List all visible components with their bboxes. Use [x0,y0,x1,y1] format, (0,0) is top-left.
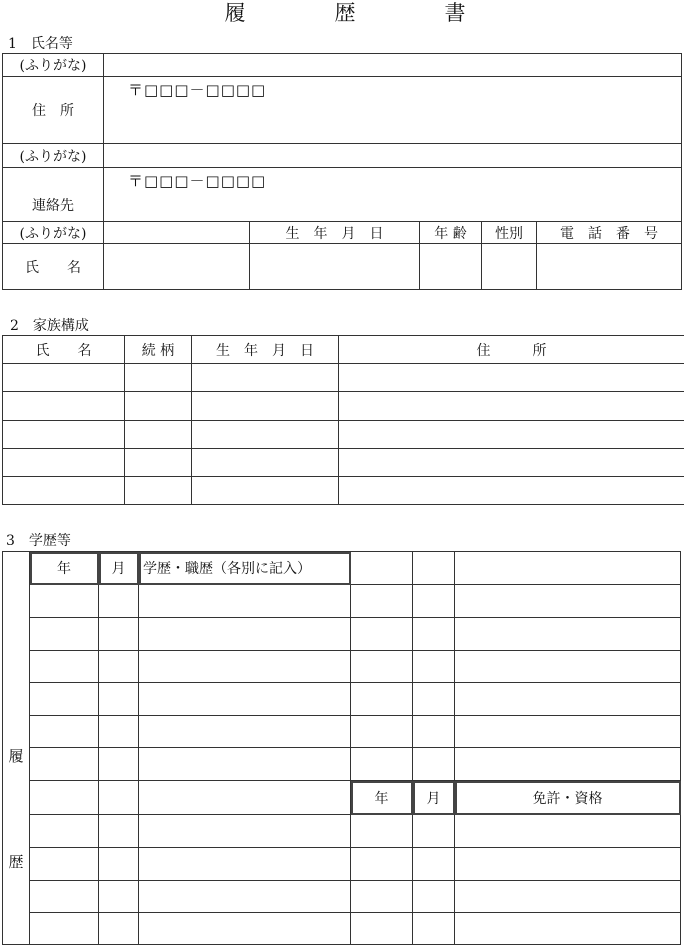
birth-date-header: 生 年 月 日 [250,222,420,244]
history-month-cell[interactable] [99,585,139,618]
family-birth-cell[interactable] [192,392,339,421]
right-year-cell[interactable] [351,618,413,651]
history-content-cell[interactable] [139,748,351,781]
family-birth-cell[interactable] [192,421,339,449]
history-content-cell[interactable] [139,651,351,683]
right-month-cell[interactable] [413,683,455,716]
license-content-cell[interactable] [455,848,681,881]
section2-heading: 2 家族構成 [10,317,89,335]
history-month-cell[interactable] [99,815,139,848]
table-row [3,651,681,683]
history-month-cell[interactable] [99,651,139,683]
license-month-cell[interactable] [413,913,455,945]
family-address-cell[interactable] [339,449,684,477]
history-table [2,551,681,945]
history-month-cell[interactable] [99,781,139,815]
year-header: 年 [30,552,99,585]
relationship-cell[interactable] [125,449,192,477]
license-year-cell[interactable] [351,815,413,848]
license-month-cell[interactable] [413,848,455,881]
table-row [3,618,681,651]
license-content-cell[interactable] [455,881,681,913]
right-content-cell[interactable] [455,552,681,585]
table-row [3,392,684,421]
table-row [3,848,681,881]
contact-field[interactable] [104,168,682,222]
section1-heading: 1 氏名等 [8,35,73,53]
history-content-cell[interactable] [139,881,351,913]
family-name-cell[interactable] [3,364,125,392]
relationship-cell[interactable] [125,477,192,505]
contact-label: 連絡先 [3,168,104,222]
table-row [3,716,681,748]
right-year-cell[interactable] [351,683,413,716]
table-row [3,748,681,781]
license-content-cell[interactable] [455,815,681,848]
address-label: 住 所 [3,77,104,144]
table-row [3,815,681,848]
postal-code-placeholder: 〒□□□－□□□□ [128,170,681,191]
history-month-cell[interactable] [99,913,139,945]
history-content-cell[interactable] [139,781,351,815]
month-header: 月 [99,552,139,585]
license-header: 免許・資格 [455,781,681,815]
right-content-cell[interactable] [455,716,681,748]
history-year-cell[interactable] [30,848,99,881]
history-header: 学歴・職歴（各別に記入） [139,552,351,585]
relationship-header: 続 柄 [125,336,192,364]
contact-furigana-field[interactable] [104,144,682,168]
history-content-cell[interactable] [139,716,351,748]
table-row [3,913,681,945]
family-address-cell[interactable] [339,392,684,421]
history-month-cell[interactable] [99,618,139,651]
page-title: 履 歴 書 [0,0,684,26]
history-month-cell[interactable] [99,881,139,913]
right-content-cell[interactable] [455,651,681,683]
history-year-cell[interactable] [30,683,99,716]
table-row [3,683,681,716]
sex-field[interactable] [482,244,537,290]
name-furigana-field[interactable] [104,222,250,244]
family-name-cell[interactable] [3,421,125,449]
right-year-cell[interactable] [351,748,413,781]
table-row [3,477,684,505]
table-row [3,364,684,392]
family-table [2,335,684,505]
relationship-cell[interactable] [125,364,192,392]
history-content-cell[interactable] [139,815,351,848]
name-label: 氏 名 [3,244,104,290]
license-year-header: 年 [351,781,413,815]
phone-header: 電 話 番 号 [537,222,682,244]
family-name-cell[interactable] [3,449,125,477]
relationship-cell[interactable] [125,392,192,421]
birth-date-field[interactable] [250,244,420,290]
history-content-cell[interactable] [139,848,351,881]
history-year-cell[interactable] [30,781,99,815]
name-field[interactable] [104,244,250,290]
history-year-cell[interactable] [30,585,99,618]
postal-code-placeholder: 〒□□□－□□□□ [128,79,681,100]
right-year-cell[interactable] [351,585,413,618]
family-birth-cell[interactable] [192,449,339,477]
right-content-cell[interactable] [455,618,681,651]
right-month-cell[interactable] [413,716,455,748]
sex-header: 性別 [482,222,537,244]
history-month-cell[interactable] [99,716,139,748]
license-year-cell[interactable] [351,913,413,945]
table-row [3,421,684,449]
right-content-cell[interactable] [455,683,681,716]
right-month-cell[interactable] [413,618,455,651]
history-year-cell[interactable] [30,881,99,913]
history-month-cell[interactable] [99,748,139,781]
history-year-cell[interactable] [30,748,99,781]
family-address-cell[interactable] [339,477,684,505]
history-month-cell[interactable] [99,683,139,716]
phone-field[interactable] [537,244,682,290]
table-row [3,781,681,815]
section3-heading: 3 学歴等 [6,532,71,550]
right-year-cell[interactable] [351,552,413,585]
table-row [3,585,681,618]
history-year-cell[interactable] [30,913,99,945]
family-name-cell[interactable] [3,477,125,505]
family-birth-cell[interactable] [192,477,339,505]
personal-info-table [2,53,682,290]
furigana-label: (ふりがな) [3,144,104,168]
license-year-cell[interactable] [351,881,413,913]
license-content-cell[interactable] [455,913,681,945]
history-content-cell[interactable] [139,683,351,716]
relationship-cell[interactable] [125,421,192,449]
right-month-cell[interactable] [413,651,455,683]
license-month-cell[interactable] [413,815,455,848]
family-address-cell[interactable] [339,421,684,449]
address-field[interactable] [104,77,682,144]
family-birth-cell[interactable] [192,364,339,392]
family-address-header: 住 所 [339,336,684,364]
table-row [3,881,681,913]
history-year-cell[interactable] [30,716,99,748]
history-side-label-bottom: 歴 [3,851,29,872]
right-month-cell[interactable] [413,585,455,618]
right-year-cell[interactable] [351,716,413,748]
furigana-label: (ふりがな) [3,222,104,244]
history-content-cell[interactable] [139,585,351,618]
address-furigana-field[interactable] [104,54,682,77]
family-address-cell[interactable] [339,364,684,392]
license-month-header: 月 [413,781,455,815]
license-year-cell[interactable] [351,848,413,881]
history-side-label-top: 履 [3,745,29,766]
family-name-cell[interactable] [3,392,125,421]
history-year-cell[interactable] [30,651,99,683]
table-row [3,449,684,477]
family-birth-header: 生 年 月 日 [192,336,339,364]
history-content-cell[interactable] [139,913,351,945]
family-name-header: 氏 名 [3,336,125,364]
history-month-cell[interactable] [99,848,139,881]
right-content-cell[interactable] [455,585,681,618]
history-year-cell[interactable] [30,618,99,651]
history-year-cell[interactable] [30,815,99,848]
right-year-cell[interactable] [351,651,413,683]
license-month-cell[interactable] [413,881,455,913]
right-month-cell[interactable] [413,748,455,781]
age-field[interactable] [420,244,482,290]
age-header: 年 齢 [420,222,482,244]
history-side-label [3,552,30,945]
right-month-cell[interactable] [413,552,455,585]
history-content-cell[interactable] [139,618,351,651]
furigana-label: (ふりがな) [3,54,104,77]
right-content-cell[interactable] [455,748,681,781]
